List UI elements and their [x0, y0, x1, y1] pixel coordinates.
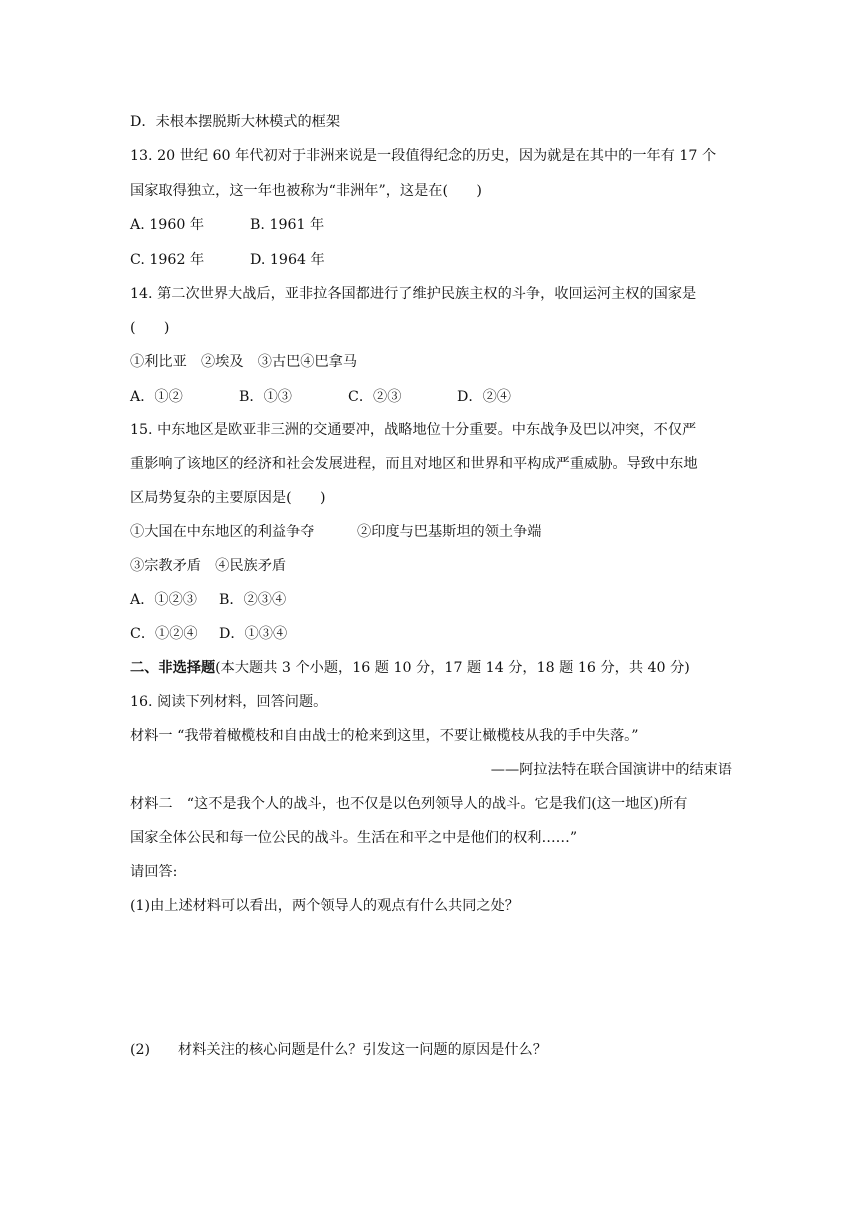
q15-choice-2: ②印度与巴基斯坦的领土争端 [357, 524, 542, 540]
q15-options-row-1 [130, 590, 286, 610]
q13-stem-line-1: 13. 20 世纪 60 年代初对于非洲来说是一段值得纪念的历史，因为就是在其中的一年有 17 个 [130, 148, 717, 164]
q15-stem-line-2: 重影响了该地区的经济和社会发展进程，而且对地区和世界和平构成严重威胁。导致中东地 [130, 456, 698, 472]
q16-material-2-line-2: 国家全体公民和每一位公民的战斗。生活在和平之中是他们的权利……” [130, 830, 578, 846]
q14-option-a: A．①② [130, 389, 183, 405]
q13-options-row-1 [130, 215, 324, 235]
q16-subquestion-2-text: 材料关注的核心问题是什么？引发这一问题的原因是什么？ [178, 1042, 547, 1058]
q13-options-row-2 [130, 250, 325, 270]
q16-prompt: 请回答: [130, 864, 178, 880]
q13-option-b: B. 1961 年 [250, 217, 325, 233]
q16-material-1: 材料一 “我带着橄榄枝和自由战士的枪来到这里，不要让橄榄枝从我的手中失落。” [130, 728, 639, 744]
q15-stem-line-3: 区局势复杂的主要原因是( ) [130, 490, 326, 506]
q14-option-b: B．①③ [239, 389, 292, 405]
q16-subquestion-1: (1)由上述材料可以看出，两个领导人的观点有什么共同之处？ [130, 898, 519, 914]
q15-choices-row-1 [130, 522, 541, 542]
q15-choices-row-2: ③宗教矛盾 ④民族矛盾 [130, 558, 287, 574]
section-2-heading [130, 658, 690, 678]
q13-option-c: C. 1962 年 [130, 252, 205, 268]
q15-option-d: D．①③④ [219, 626, 288, 642]
q15-stem-line-1: 15. 中东地区是欧亚非三洲的交通要冲，战略地位十分重要。中东战争及巴以冲突，不仅严 [130, 422, 697, 438]
q15-option-b: B．②③④ [219, 592, 287, 608]
q14-options-row [130, 387, 511, 407]
q13-option-a: A. 1960 年 [130, 217, 205, 233]
section-2-title: 二、非选择题 [130, 660, 216, 676]
q14-choices: ①利比亚 ②埃及 ③古巴④巴拿马 [130, 354, 358, 370]
q16-subquestion-2-number: (2) [130, 1042, 151, 1058]
q15-option-a: A．①②③ [130, 592, 197, 608]
q14-stem-line-2: ( ) [130, 320, 170, 336]
q14-stem-line-1: 14. 第二次世界大战后，亚非拉各国都进行了维护民族主权的斗争，收回运河主权的国家是 [130, 286, 697, 302]
q14-option-d: D．②④ [457, 389, 511, 405]
q16-subquestion-2 [130, 1040, 547, 1060]
section-2-instructions: (本大题共 3 个小题，16 题 10 分，17 题 14 分，18 题 16 分，共 40 分) [215, 660, 690, 676]
q15-choice-1: ①大国在中东地区的利益争夺 [130, 524, 315, 540]
q12-option-d: D．未根本摆脱斯大林模式的框架 [130, 114, 341, 130]
q13-option-d: D. 1964 年 [250, 252, 325, 268]
q16-material-2-line-1: 材料二 “这不是我个人的战斗，也不仅是以色列领导人的战斗。它是我们(这一地区)所有 [130, 796, 688, 812]
q15-options-row-2 [130, 624, 287, 644]
q16-stem: 16. 阅读下列材料，回答问题。 [130, 694, 328, 710]
q13-stem-line-2: 国家取得独立，这一年也被称为“非洲年”，这是在( ) [130, 183, 482, 199]
q15-option-c: C．①②④ [130, 626, 198, 642]
q16-material-1-source: ——阿拉法特在联合国演讲中的结束语 [490, 762, 732, 778]
q14-option-c: C．②③ [348, 389, 402, 405]
